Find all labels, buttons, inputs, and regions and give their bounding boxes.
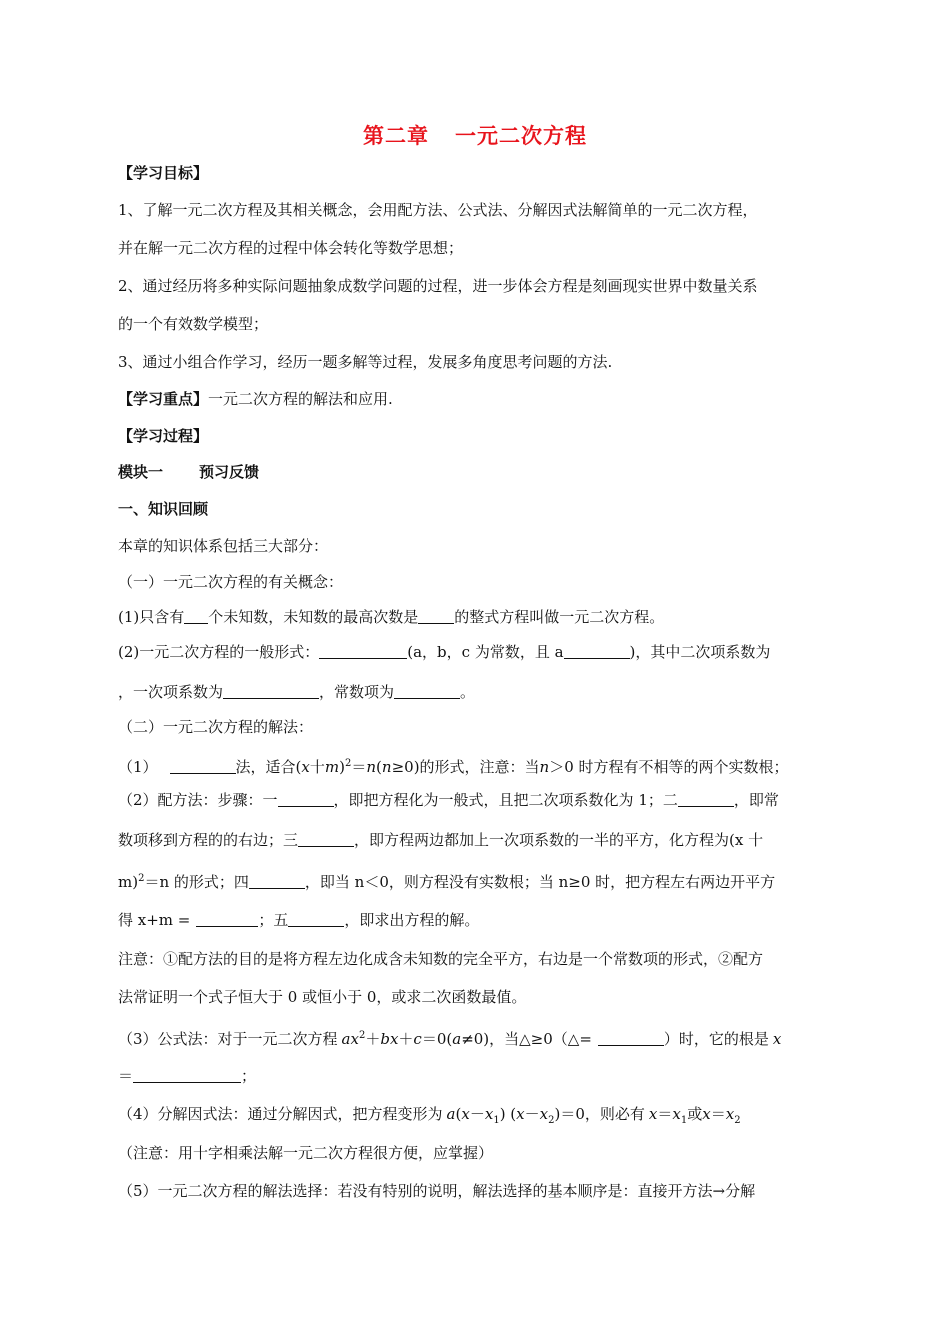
blank-line bbox=[394, 683, 460, 699]
blank-line bbox=[418, 608, 454, 624]
blank-line bbox=[288, 911, 344, 927]
method-5: （5）一元二次方程的解法选择：若没有特别的说明，解法选择的基本顺序是：直接开方法→分解 bbox=[118, 1182, 756, 1200]
method-2-line-1: （2）配方法：步骤：一 ，即把方程化为一般式，且把二次项系数化为 1；二 ，即常 bbox=[118, 791, 779, 809]
section-heading-process: 【学习过程】 bbox=[118, 427, 209, 445]
method-2-line-3: m)$^2$＝n 的形式；四 ，即当 n＜0，则方程没有实数根；当 n≥0 时，把方程左右两边开平方 bbox=[118, 873, 776, 891]
goal-1-line-2: 并在解一元二次方程的过程中体会转化等数学思想； bbox=[118, 239, 464, 257]
key-points: 【学习重点】一元二次方程的解法和应用. bbox=[118, 390, 393, 408]
blank-line bbox=[170, 758, 236, 774]
concept-2-line-2: ，一次项系数为 ，常数项为 。 bbox=[118, 683, 476, 701]
blank-line bbox=[249, 873, 305, 889]
method-1: （1） 法，适合(x十m)$^2$＝n(n≥0)的形式，注意：当n＞0 时方程有不相等的两个实数根； bbox=[118, 758, 789, 776]
note-line-2: 法常证明一个式子恒大于 0 或恒小于 0，或求二次函数最值。 bbox=[118, 988, 527, 1006]
note-line-1: 注意：①配方法的目的是将方程左边化成含未知数的完全平方，右边是一个常数项的形式，②配方 bbox=[118, 950, 764, 968]
blank-line bbox=[298, 831, 354, 847]
method-2-line-4: 得 x+m = ；五 ，即求出方程的解。 bbox=[118, 911, 480, 929]
method-4: （4）分解因式法：通过分解因式，把方程变形为 $a(x-x_1)$ $(x-x_2)=0$，则必有 $x=x_1$或$x=x_2$ bbox=[118, 1105, 741, 1126]
blank-line bbox=[598, 1030, 664, 1046]
blank-line bbox=[278, 791, 334, 807]
goal-2-line-1: 2、通过经历将多种实际问题抽象成数学问题的过程，进一步体会方程是刻画现实世界中数量关系 bbox=[118, 277, 758, 295]
chapter-title: 第二章 一元二次方程 bbox=[363, 123, 587, 148]
goal-1-line-1: 1、了解一元二次方程及其相关概念，会用配方法、公式法、分解因式法解简单的一元二次方程， bbox=[118, 201, 758, 219]
blank-line bbox=[678, 791, 734, 807]
method-3-line-2: ＝ ； bbox=[118, 1067, 257, 1085]
blank-line bbox=[184, 608, 208, 624]
blank-line bbox=[319, 643, 407, 659]
part-2-heading: （二）一元二次方程的解法： bbox=[118, 718, 314, 736]
blank-line bbox=[564, 643, 630, 659]
blank-line bbox=[133, 1067, 241, 1083]
goal-3: 3、通过小组合作学习，经历一题多解等过程，发展多角度思考问题的方法. bbox=[118, 353, 613, 371]
concept-2-line-1: (2)一元二次方程的一般形式： (a，b，c 为常数，且 a )，其中二次项系数为 bbox=[118, 643, 771, 661]
method-4-note: （注意：用十字相乘法解一元二次方程很方便，应掌握） bbox=[118, 1144, 494, 1162]
intro-line: 本章的知识体系包括三大部分： bbox=[118, 537, 329, 555]
goal-2-line-2: 的一个有效数学模型； bbox=[118, 315, 269, 333]
concept-1: (1)只含有 个未知数，未知数的最高次数是 的整式方程叫做一元二次方程。 bbox=[118, 608, 665, 626]
method-2-line-2: 数项移到方程的的右边；三 ，即方程两边都加上一次项系数的一半的平方，化方程为(x 十 bbox=[118, 831, 764, 849]
section-heading-goals: 【学习目标】 bbox=[118, 164, 209, 182]
part-1-heading: （一）一元二次方程的有关概念： bbox=[118, 573, 344, 591]
blank-line bbox=[196, 911, 258, 927]
method-3-line-1: （3）公式法：对于一元二次方程 $ax^2+bx+c=0(a\ne 0)$，当△≥0（△= ）时，它的根是 x bbox=[118, 1030, 782, 1048]
module-heading: 模块一 预习反馈 bbox=[118, 463, 260, 481]
subsection-heading-review: 一、知识回顾 bbox=[118, 500, 209, 518]
blank-line bbox=[223, 683, 319, 699]
